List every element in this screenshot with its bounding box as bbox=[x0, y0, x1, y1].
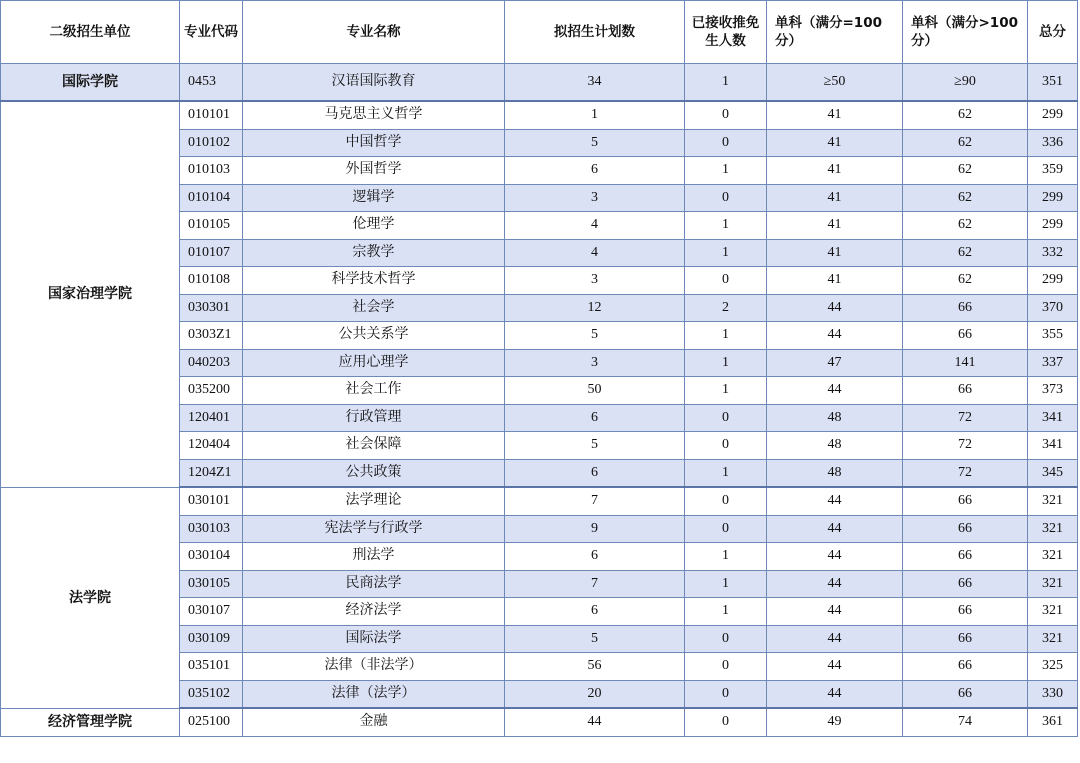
single-100-score: 44 bbox=[767, 322, 903, 350]
unit-name: 国家治理学院 bbox=[1, 101, 180, 487]
exempt-count: 1 bbox=[685, 212, 767, 240]
single-gt100-score: 62 bbox=[903, 101, 1028, 129]
major-code: 010101 bbox=[180, 101, 243, 129]
single-100-score: 44 bbox=[767, 543, 903, 571]
major-name: 汉语国际教育 bbox=[243, 64, 505, 102]
unit-name: 国际学院 bbox=[1, 64, 180, 102]
total-score: 321 bbox=[1028, 625, 1078, 653]
major-name: 中国哲学 bbox=[243, 129, 505, 157]
major-code: 0453 bbox=[180, 64, 243, 102]
major-name: 法律（法学） bbox=[243, 680, 505, 708]
major-code: 035200 bbox=[180, 377, 243, 405]
single-gt100-score: 66 bbox=[903, 598, 1028, 626]
major-code: 035102 bbox=[180, 680, 243, 708]
header-exempt: 已接收推免生人数 bbox=[685, 1, 767, 64]
major-name: 社会工作 bbox=[243, 377, 505, 405]
single-gt100-score: 66 bbox=[903, 322, 1028, 350]
major-code: 030107 bbox=[180, 598, 243, 626]
single-100-score: 41 bbox=[767, 267, 903, 295]
single-100-score: 44 bbox=[767, 570, 903, 598]
exempt-count: 0 bbox=[685, 487, 767, 515]
single-gt100-score: 72 bbox=[903, 459, 1028, 487]
plan-count: 44 bbox=[505, 708, 685, 736]
exempt-count: 0 bbox=[685, 653, 767, 681]
exempt-count: 1 bbox=[685, 239, 767, 267]
major-code: 035101 bbox=[180, 653, 243, 681]
single-100-score: 44 bbox=[767, 680, 903, 708]
single-gt100-score: 66 bbox=[903, 487, 1028, 515]
exempt-count: 1 bbox=[685, 598, 767, 626]
header-single-gt100: 单科（满分>100分） bbox=[903, 1, 1028, 64]
major-name: 民商法学 bbox=[243, 570, 505, 598]
exempt-count: 0 bbox=[685, 129, 767, 157]
total-score: 321 bbox=[1028, 515, 1078, 543]
exempt-count: 0 bbox=[685, 515, 767, 543]
exempt-count: 1 bbox=[685, 64, 767, 102]
major-code: 010108 bbox=[180, 267, 243, 295]
major-code: 030103 bbox=[180, 515, 243, 543]
total-score: 341 bbox=[1028, 432, 1078, 460]
header-name: 专业名称 bbox=[243, 1, 505, 64]
table-row bbox=[1, 101, 1078, 129]
total-score: 336 bbox=[1028, 129, 1078, 157]
exempt-count: 0 bbox=[685, 625, 767, 653]
total-score: 325 bbox=[1028, 653, 1078, 681]
exempt-count: 0 bbox=[685, 708, 767, 736]
plan-count: 3 bbox=[505, 349, 685, 377]
major-name: 伦理学 bbox=[243, 212, 505, 240]
major-code: 040203 bbox=[180, 349, 243, 377]
table-header bbox=[1, 1, 1078, 64]
major-code: 1204Z1 bbox=[180, 459, 243, 487]
major-name: 刑法学 bbox=[243, 543, 505, 571]
exempt-count: 1 bbox=[685, 157, 767, 185]
major-code: 030109 bbox=[180, 625, 243, 653]
single-gt100-score: 66 bbox=[903, 377, 1028, 405]
single-100-score: 41 bbox=[767, 184, 903, 212]
major-name: 经济法学 bbox=[243, 598, 505, 626]
header-single-100: 单科（满分=100分） bbox=[767, 1, 903, 64]
plan-count: 5 bbox=[505, 625, 685, 653]
total-score: 341 bbox=[1028, 404, 1078, 432]
single-100-score: 48 bbox=[767, 459, 903, 487]
single-gt100-score: 62 bbox=[903, 267, 1028, 295]
table-row bbox=[1, 64, 1078, 102]
major-name: 马克思主义哲学 bbox=[243, 101, 505, 129]
major-code: 120401 bbox=[180, 404, 243, 432]
single-100-score: 44 bbox=[767, 377, 903, 405]
exempt-count: 0 bbox=[685, 184, 767, 212]
single-100-score: 44 bbox=[767, 625, 903, 653]
plan-count: 56 bbox=[505, 653, 685, 681]
single-100-score: 44 bbox=[767, 294, 903, 322]
total-score: 345 bbox=[1028, 459, 1078, 487]
plan-count: 7 bbox=[505, 487, 685, 515]
unit-name: 经济管理学院 bbox=[1, 708, 180, 736]
major-code: 0303Z1 bbox=[180, 322, 243, 350]
major-code: 030104 bbox=[180, 543, 243, 571]
single-gt100-score: 62 bbox=[903, 184, 1028, 212]
exempt-count: 0 bbox=[685, 101, 767, 129]
exempt-count: 1 bbox=[685, 377, 767, 405]
total-score: 337 bbox=[1028, 349, 1078, 377]
single-gt100-score: 62 bbox=[903, 157, 1028, 185]
major-name: 法律（非法学） bbox=[243, 653, 505, 681]
single-gt100-score: 66 bbox=[903, 625, 1028, 653]
plan-count: 3 bbox=[505, 267, 685, 295]
single-gt100-score: 66 bbox=[903, 294, 1028, 322]
total-score: 299 bbox=[1028, 212, 1078, 240]
single-100-score: 44 bbox=[767, 487, 903, 515]
plan-count: 7 bbox=[505, 570, 685, 598]
single-100-score: 41 bbox=[767, 239, 903, 267]
header-total: 总分 bbox=[1028, 1, 1078, 64]
total-score: 321 bbox=[1028, 487, 1078, 515]
major-code: 030301 bbox=[180, 294, 243, 322]
single-gt100-score: 72 bbox=[903, 404, 1028, 432]
header-unit: 二级招生单位 bbox=[1, 1, 180, 64]
plan-count: 1 bbox=[505, 101, 685, 129]
total-score: 359 bbox=[1028, 157, 1078, 185]
total-score: 332 bbox=[1028, 239, 1078, 267]
major-name: 社会保障 bbox=[243, 432, 505, 460]
total-score: 299 bbox=[1028, 267, 1078, 295]
single-100-score: 48 bbox=[767, 404, 903, 432]
major-code: 030105 bbox=[180, 570, 243, 598]
total-score: 321 bbox=[1028, 570, 1078, 598]
exempt-count: 1 bbox=[685, 459, 767, 487]
single-100-score: 49 bbox=[767, 708, 903, 736]
plan-count: 4 bbox=[505, 212, 685, 240]
single-100-score: ≥50 bbox=[767, 64, 903, 102]
major-name: 宪法学与行政学 bbox=[243, 515, 505, 543]
single-gt100-score: ≥90 bbox=[903, 64, 1028, 102]
major-name: 国际法学 bbox=[243, 625, 505, 653]
exempt-count: 0 bbox=[685, 267, 767, 295]
major-code: 120404 bbox=[180, 432, 243, 460]
single-gt100-score: 66 bbox=[903, 653, 1028, 681]
single-100-score: 44 bbox=[767, 598, 903, 626]
single-gt100-score: 66 bbox=[903, 680, 1028, 708]
total-score: 373 bbox=[1028, 377, 1078, 405]
total-score: 299 bbox=[1028, 184, 1078, 212]
total-score: 351 bbox=[1028, 64, 1078, 102]
plan-count: 6 bbox=[505, 459, 685, 487]
single-100-score: 41 bbox=[767, 212, 903, 240]
total-score: 370 bbox=[1028, 294, 1078, 322]
total-score: 321 bbox=[1028, 598, 1078, 626]
single-100-score: 48 bbox=[767, 432, 903, 460]
plan-count: 5 bbox=[505, 322, 685, 350]
plan-count: 3 bbox=[505, 184, 685, 212]
single-gt100-score: 66 bbox=[903, 543, 1028, 571]
major-name: 法学理论 bbox=[243, 487, 505, 515]
exempt-count: 1 bbox=[685, 543, 767, 571]
major-code: 010107 bbox=[180, 239, 243, 267]
major-name: 公共政策 bbox=[243, 459, 505, 487]
table-row bbox=[1, 487, 1078, 515]
major-name: 社会学 bbox=[243, 294, 505, 322]
total-score: 299 bbox=[1028, 101, 1078, 129]
total-score: 355 bbox=[1028, 322, 1078, 350]
table-row bbox=[1, 708, 1078, 736]
exempt-count: 1 bbox=[685, 570, 767, 598]
major-name: 外国哲学 bbox=[243, 157, 505, 185]
total-score: 361 bbox=[1028, 708, 1078, 736]
single-gt100-score: 72 bbox=[903, 432, 1028, 460]
single-100-score: 44 bbox=[767, 515, 903, 543]
single-gt100-score: 62 bbox=[903, 212, 1028, 240]
header-row bbox=[1, 1, 1078, 64]
major-name: 公共关系学 bbox=[243, 322, 505, 350]
single-gt100-score: 66 bbox=[903, 570, 1028, 598]
single-gt100-score: 141 bbox=[903, 349, 1028, 377]
exempt-count: 1 bbox=[685, 349, 767, 377]
major-name: 行政管理 bbox=[243, 404, 505, 432]
exempt-count: 2 bbox=[685, 294, 767, 322]
major-name: 宗教学 bbox=[243, 239, 505, 267]
plan-count: 12 bbox=[505, 294, 685, 322]
plan-count: 6 bbox=[505, 404, 685, 432]
major-name: 逻辑学 bbox=[243, 184, 505, 212]
major-code: 010103 bbox=[180, 157, 243, 185]
plan-count: 9 bbox=[505, 515, 685, 543]
major-name: 金融 bbox=[243, 708, 505, 736]
plan-count: 6 bbox=[505, 598, 685, 626]
header-code: 专业代码 bbox=[180, 1, 243, 64]
major-code: 030101 bbox=[180, 487, 243, 515]
header-plan: 拟招生计划数 bbox=[505, 1, 685, 64]
single-gt100-score: 62 bbox=[903, 129, 1028, 157]
plan-count: 6 bbox=[505, 157, 685, 185]
single-gt100-score: 62 bbox=[903, 239, 1028, 267]
single-100-score: 44 bbox=[767, 653, 903, 681]
single-100-score: 41 bbox=[767, 157, 903, 185]
single-gt100-score: 66 bbox=[903, 515, 1028, 543]
total-score: 330 bbox=[1028, 680, 1078, 708]
single-100-score: 41 bbox=[767, 101, 903, 129]
major-code: 010105 bbox=[180, 212, 243, 240]
major-code: 010104 bbox=[180, 184, 243, 212]
plan-count: 4 bbox=[505, 239, 685, 267]
major-code: 025100 bbox=[180, 708, 243, 736]
single-100-score: 47 bbox=[767, 349, 903, 377]
exempt-count: 1 bbox=[685, 322, 767, 350]
major-code: 010102 bbox=[180, 129, 243, 157]
unit-name: 法学院 bbox=[1, 487, 180, 708]
plan-count: 6 bbox=[505, 543, 685, 571]
exempt-count: 0 bbox=[685, 404, 767, 432]
plan-count: 20 bbox=[505, 680, 685, 708]
major-name: 应用心理学 bbox=[243, 349, 505, 377]
total-score: 321 bbox=[1028, 543, 1078, 571]
exempt-count: 0 bbox=[685, 680, 767, 708]
single-gt100-score: 74 bbox=[903, 708, 1028, 736]
plan-count: 5 bbox=[505, 129, 685, 157]
plan-count: 50 bbox=[505, 377, 685, 405]
major-name: 科学技术哲学 bbox=[243, 267, 505, 295]
plan-count: 34 bbox=[505, 64, 685, 102]
table-body bbox=[1, 64, 1078, 737]
plan-count: 5 bbox=[505, 432, 685, 460]
single-100-score: 41 bbox=[767, 129, 903, 157]
exempt-count: 0 bbox=[685, 432, 767, 460]
